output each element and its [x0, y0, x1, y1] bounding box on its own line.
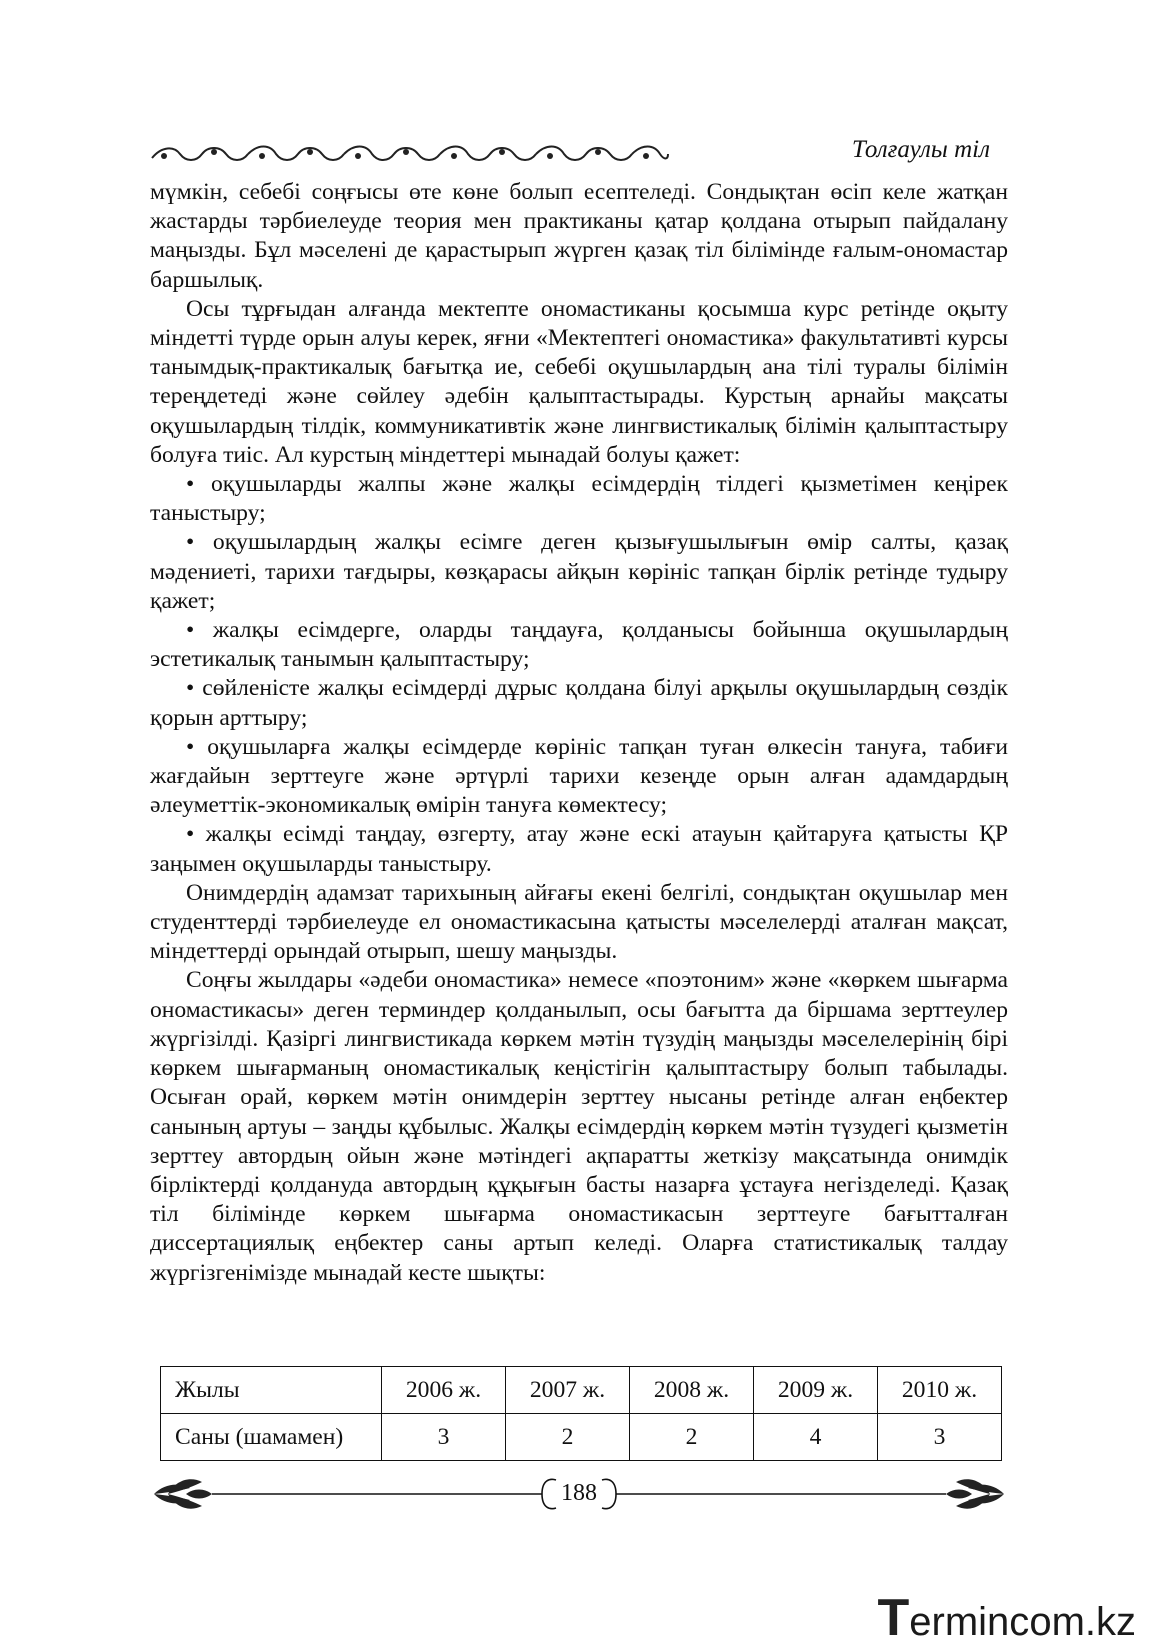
- table-cell: 2010 ж.: [878, 1367, 1002, 1414]
- list-item: • сөйленісте жалқы есімдерді дұрыс қолдана білуі арқылы оқушылардың сөздік қорын арттыру;: [150, 675, 1008, 731]
- table-cell: 3: [878, 1414, 1002, 1461]
- table-cell: 3: [382, 1414, 506, 1461]
- table-row-label: Саны (шамамен): [161, 1414, 382, 1461]
- watermark-letter: T: [877, 1589, 910, 1647]
- body-text: [150, 178, 1008, 1288]
- table-row: [161, 1367, 1002, 1414]
- list-item: • оқушыларға жалқы есімдерде көрініс тапқан туған өлкесін тануға, табиғи жағдайын зерттеуге және әртүрлі тарихи кезеңде орын алған адамдардың әлеуметтік-экономикалық өмірін тануға көмектесу;: [150, 733, 1008, 819]
- table-cell: 4: [754, 1414, 878, 1461]
- table-cell: 2: [630, 1414, 754, 1461]
- table-cell: 2007 ж.: [506, 1367, 630, 1414]
- statistics-table: [160, 1366, 1002, 1461]
- list-item: • жалқы есімді таңдау, өзгерту, атау және ескі атауын қайтаруға қатысты ҚР заңымен оқушыларды таныстыру.: [150, 821, 1008, 877]
- list-item: • жалқы есімдерге, оларды таңдауға, қолданысы бойынша оқушылардың эстетикалық танымын қалыптастыру;: [150, 617, 1008, 673]
- page-footer: [150, 1470, 1008, 1518]
- table-cell: 2009 ж.: [754, 1367, 878, 1414]
- paragraph: Соңғы жылдары «әдеби ономастика» немесе «поэтоним» және «көркем шығарма ономастикасы» деген терминдер қолданылып, осы бағытта да біршама зерттеулер жүргізілді. Қазіргі лингвистикада көркем мәтін түзудің маңызды мәселелерінің бірі көркем шығарманың ономастикалық кеңістігін қалыптастыру болып табылады. Осыған орай, көркем мәтін онимдерін зерттеу нысаны ретінде алған еңбектер санының артуы – заңды құбылыс. Жалқы есімдердің көркем мәтін түзудегі қызметін зерттеу автордың ойын және мәтіндегі ақпаратты жеткізу мақсатында онимдік бірліктерді қолдануда автордың құқығын басты назарға ұстауға негізделеді. Қазақ тіл білімінде көркем шығарма ономастикасын зерттеуге бағытталған диссертациялық еңбектер саны артып келеді. Оларға статистикалық талдау жүргізгенімізде мынадай кесте шықты:: [150, 967, 1008, 1286]
- paragraph: Осы тұрғыдан алғанда мектепте ономастиканы қосымша курс ретінде оқыту міндетті түрде орын алуы керек, яғни «Мектептегі ономастика» факультативті курсы танымдық-практикалық бағытқа ие, себебі оқушылардың ана тілі туралы білімін тереңдетеді және сөйлеу әдебін қалыптастырады. Курстың арнайы мақсаты оқушылардың тілдік, коммуникативтік және лингвистикалық білімін қалыптастыру болуға тиіс. Ал курстың міндеттері мынадай болуы қажет:: [150, 295, 1008, 468]
- table-cell: 2006 ж.: [382, 1367, 506, 1414]
- header-ornament: [150, 140, 670, 168]
- watermark-end: m.kz: [1051, 1600, 1136, 1644]
- paragraph: Онимдердің адамзат тарихының айғағы екені белгілі, сондықтан оқушылар мен студенттерді тәрбиелеуде ел ономастикасына қатысты мәселелерді аталған мақсат, міндеттерді орындай отырып, шешу маңызды.: [150, 879, 1008, 965]
- table-cell: 2008 ж.: [630, 1367, 754, 1414]
- watermark-o: o: [1029, 1600, 1052, 1644]
- paragraph: мүмкін, себебі соңғысы өте көне болып есептеледі. Сондықтан өсіп келе жатқан жастарды тәрбиелеуде теория мен практиканы қатар қолдана отырып пайдалану маңызды. Бұл мәселені де қарастырып жүрген қазақ тіл білімінде ғалым-ономастар баршылық.: [150, 179, 1008, 293]
- list-item: • оқушылардың жалқы есімге деген қызығушылығын өмір салты, қазақ мәдениеті, тарихи тағдыры, көзқарасы айқын көрініс тапқан бірлік ретінде тудыру қажет;: [150, 529, 1008, 614]
- list-item: • оқушыларды жалпы және жалқы есімдердің тілдегі қызметімен кеңірек таныстыру;: [150, 471, 1008, 527]
- table-row-label: Жылы: [161, 1367, 382, 1414]
- table-cell: 2: [506, 1414, 630, 1461]
- running-header-title: Толғаулы тіл: [851, 136, 990, 163]
- table-row: [161, 1414, 1002, 1461]
- watermark-text: erminc: [909, 1600, 1030, 1644]
- page-number: 188: [561, 1480, 597, 1506]
- site-watermark: [878, 1588, 1136, 1648]
